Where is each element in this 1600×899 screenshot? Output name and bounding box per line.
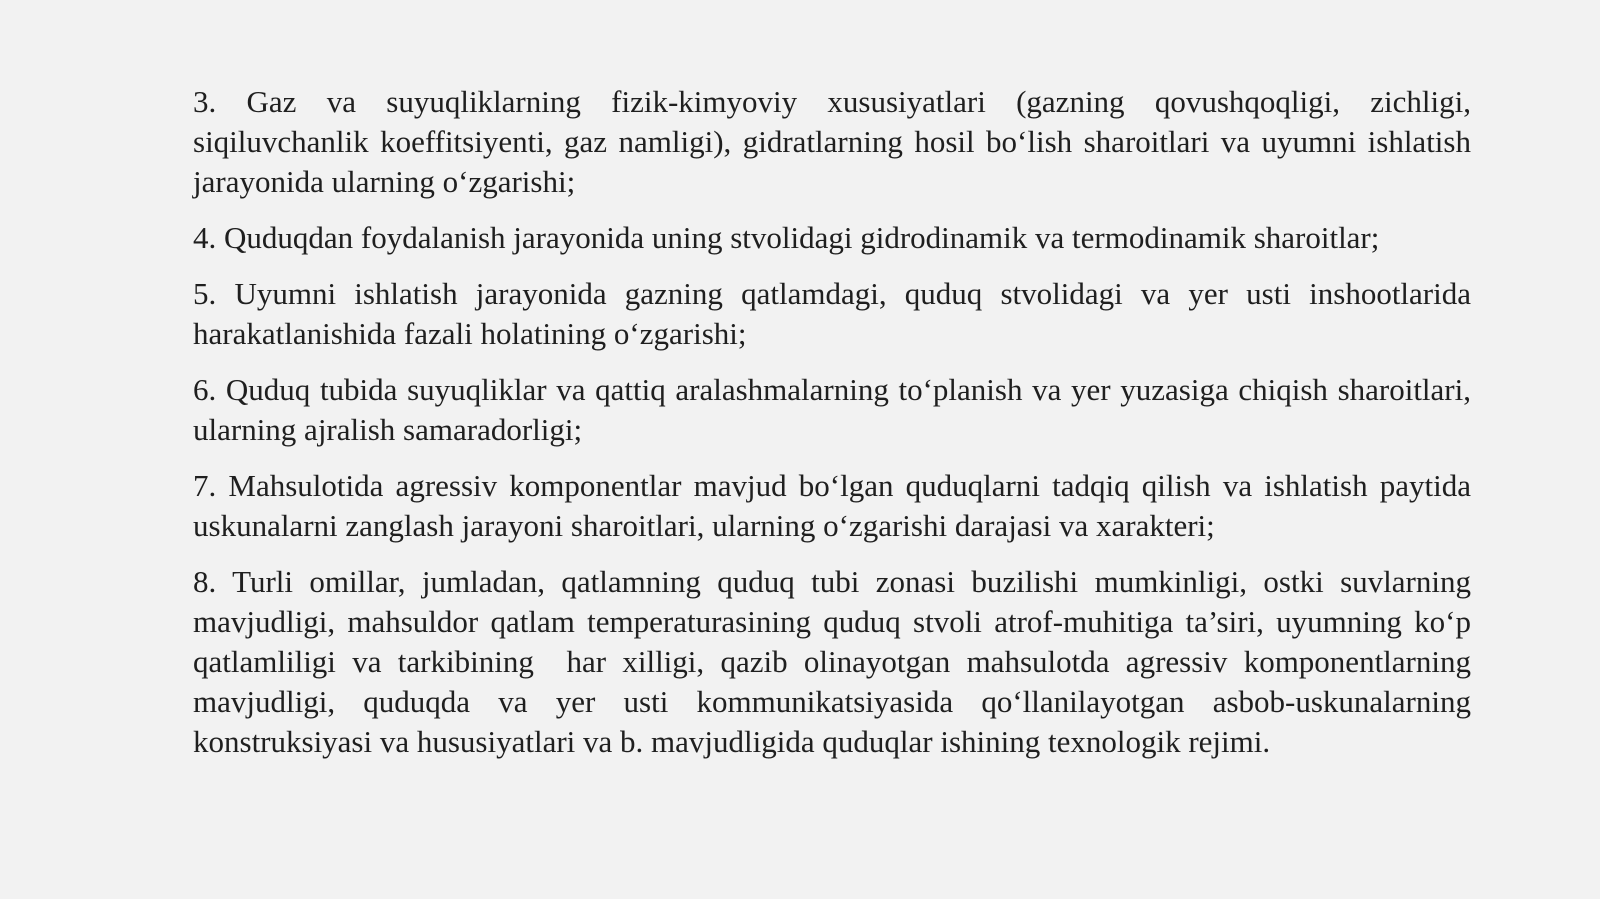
paragraph-5: 5. Uyumni ishlatish jarayonida gazning qatlamdagi, quduq stvolidagi va yer usti inshootlarida harakatlanishida fazali holatining o‘zgarishi; (193, 276, 1479, 351)
paragraph-4: 4. Quduqdan foydalanish jarayonida uning stvolidagi gidrodinamik va termodinamik sharoitlar; (193, 220, 1380, 255)
slide-body (193, 82, 1479, 762)
paragraph-3: 3. Gaz va suyuqliklarning fizik-kimyoviy xususiyatlari (gazning qovushqoqligi, zichligi, siqiluvchanlik koeffitsiyenti, gaz namligi), gidratlarning hosil bo‘lish sharoitlari va uyumni ishlatish jarayonida ularning o‘zgarishi; (193, 84, 1479, 199)
paragraph-8: 8. Turli omillar, jumladan, qatlamning quduq tubi zonasi buzilishi mumkinligi, ostki suvlarning mavjudligi, mahsuldor qatlam temperaturasining quduq stvoli atrof-muhitiga ta’siri, uyumning ko‘p qatlamliligi va tarkibining har xilligi, qazib olinayotgan mahsulotda agressiv komponentlarning mavjudligi, quduqda va yer usti kommunikatsiyasida qo‘llanilayotgan asbob-uskunalarning konstruksiyasi va hususiyatlari va b. mavjudligida quduqlar ishining texnologik rejimi. (193, 564, 1479, 759)
paragraph-7: 7. Mahsulotida agressiv komponentlar mavjud bo‘lgan quduqlarni tadqiq qilish va ishlatish paytida uskunalarni zanglash jarayoni sharoitlari, ularning o‘zgarishi darajasi va xarakteri; (193, 468, 1479, 543)
paragraph-6: 6. Quduq tubida suyuqliklar va qattiq aralashmalarning to‘planish va yer yuzasiga chiqish sharoitlari, ularning ajralish samaradorligi; (193, 372, 1479, 447)
